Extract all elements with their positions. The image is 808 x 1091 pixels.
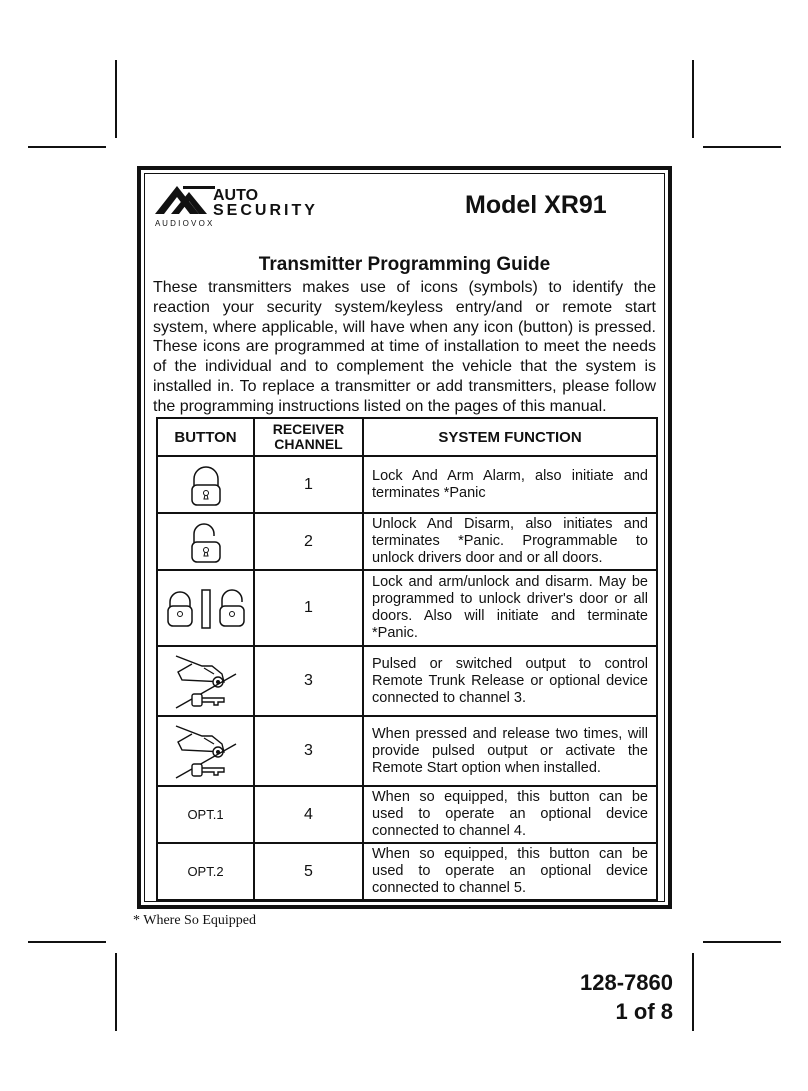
footnote: * Where So Equipped (133, 913, 256, 928)
crop-mark (115, 953, 117, 1031)
lock-unlock-icon (157, 570, 254, 646)
column-header-button: BUTTON (157, 418, 254, 456)
document-number: 128-7860 (580, 970, 673, 995)
crop-mark (28, 941, 106, 943)
function-cell: When so equipped, this button can be used to operate an optional device connected to channel 5. (363, 843, 657, 900)
svg-text:SECURITY: SECURITY (213, 202, 318, 219)
audiovox-logo (155, 184, 395, 228)
channel-cell: 4 (254, 786, 363, 843)
crop-mark (115, 60, 117, 138)
crop-mark (692, 60, 694, 138)
function-cell: When pressed and release two times, will provide pulsed output or activate the Remote Start option when installed. (363, 716, 657, 786)
car-key-icon (157, 646, 254, 716)
function-cell: When so equipped, this button can be used to operate an optional device connected to channel 4. (363, 786, 657, 843)
column-header-function: SYSTEM FUNCTION (363, 418, 657, 456)
table-row (157, 513, 657, 570)
button-function-table (156, 417, 658, 901)
channel-cell: 2 (254, 513, 363, 570)
unlock-icon (157, 513, 254, 570)
model-name: Model XR91 (465, 191, 607, 219)
channel-cell: 3 (254, 716, 363, 786)
crop-mark (28, 146, 106, 148)
table-row (157, 646, 657, 716)
page-number: 1 of 8 (615, 999, 673, 1024)
intro-paragraph: These transmitters makes use of icons (symbols) to identify the reaction your security system/keyless entry/and or remote start system, where applicable, will have when any icon (button) is pressed. These icons are programmed at time of installation to meet the needs of the individual and to complement the vehicle that the system is installed in. To replace a transmitter or add transmitters, please follow the programming instructions listed on the pages of this manual. (153, 279, 656, 415)
lock-icon (157, 456, 254, 513)
crop-mark (703, 146, 781, 148)
document-number-block (580, 968, 673, 1026)
opt1-label: OPT.1 (157, 786, 254, 843)
svg-text:A U D I O V O X: A U D I O V O X (155, 219, 213, 228)
guide-inner-border (144, 173, 665, 902)
crop-mark (703, 941, 781, 943)
channel-cell: 1 (254, 456, 363, 513)
function-cell: Pulsed or switched output to control Remote Trunk Release or optional device connected to channel 3. (363, 646, 657, 716)
car-key-icon (157, 716, 254, 786)
table-row (157, 843, 657, 900)
opt2-label: OPT.2 (157, 843, 254, 900)
table-row (157, 786, 657, 843)
guide-frame (137, 166, 672, 909)
table-header-row (157, 418, 657, 456)
page-title: Transmitter Programming Guide (258, 254, 551, 275)
column-header-channel: RECEIVER CHANNEL (254, 418, 363, 456)
table-row (157, 716, 657, 786)
channel-cell: 1 (254, 570, 363, 646)
channel-cell: 5 (254, 843, 363, 900)
function-cell: Unlock And Disarm, also initiates and terminates *Panic. Programmable to unlock drivers door and or all doors. (363, 513, 657, 570)
channel-cell: 3 (254, 646, 363, 716)
table-row (157, 570, 657, 646)
function-cell: Lock And Arm Alarm, also initiate and terminates *Panic (363, 456, 657, 513)
crop-mark (692, 953, 694, 1031)
svg-text:AUTO: AUTO (213, 187, 259, 204)
table-row (157, 456, 657, 513)
function-cell: Lock and arm/unlock and disarm. May be programmed to unlock driver's door or all doors. Also will initiate and terminate *Panic. (363, 570, 657, 646)
